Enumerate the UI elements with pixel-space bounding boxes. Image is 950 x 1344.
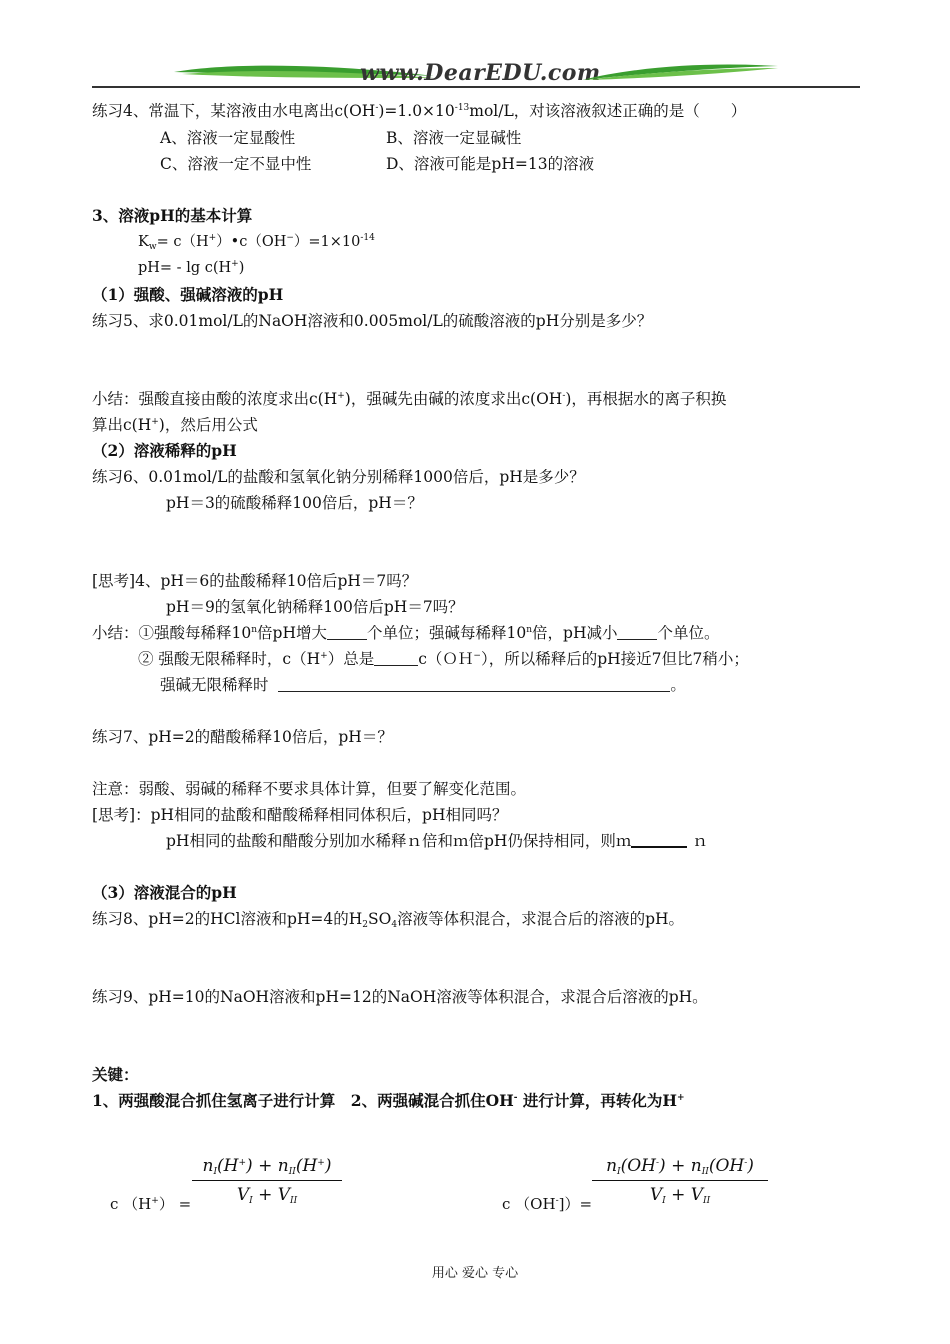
note: 注意：弱酸、弱碱的稀释不要求具体计算，但要了解变化范围。 — [92, 780, 527, 798]
think-same-ph-b: pH相同的盐酸和醋酸分别加水稀释ｎ倍和ｍ倍pH仍保持相同，则ｍ ｎ — [166, 832, 708, 850]
section-3-title: 3、溶液pH的基本计算 — [92, 206, 253, 225]
ex8: 练习8、pH=2的HCl溶液和pH=4的$H_2SO_4$溶液等体积混合，求混合后的溶液的pH。 — [92, 910, 685, 930]
formula-2-denominator: $V_I + V_{II}$ — [649, 1185, 711, 1206]
ex7: 练习7、pH=2的醋酸稀释10倍后，pH＝？ — [92, 728, 393, 746]
formula-2-label: c （OH-]）= — [502, 1195, 593, 1213]
ex5: 练习5、求0.01mol/L的NaOH溶液和0.005mol/L的硫酸溶液的pH分别是多少？ — [92, 312, 653, 330]
sub3-title: （3）溶液混合的pH — [92, 883, 237, 902]
sub2-summary-1: 小结：①强酸每稀释10$^n$倍pH增大 个单位；强碱每稀释10$^n$倍，pH减小 个单位。 — [92, 624, 720, 642]
key-line: 1、两强酸混合抓住氢离子进行计算 2、两强碱混合抓住OH- 进行计算，再转化为H+ — [92, 1091, 685, 1110]
sub1-summary-line2: 算出c(H+)，然后用公式 — [92, 416, 258, 434]
kw-formula: $K_w=$ $c(H^+)•c(OH^-)=1\times 10^{-14}$ — [138, 233, 375, 252]
header-rule — [92, 86, 860, 88]
formula-1-label: c （H+） = — [110, 1195, 192, 1213]
formula-1-numerator: $n_I(H^+) + n_{II}(H^+)$ — [192, 1156, 342, 1181]
ex6b: pH＝3的硫酸稀释100倍后，pH＝？ — [166, 494, 423, 512]
ex6: 练习6、0.01mol/L的盐酸和氢氧化钠分别稀释1000倍后，pH是多少？ — [92, 468, 585, 486]
right-swoosh-icon — [580, 60, 780, 88]
site-url[interactable]: www.DearEDU.com — [360, 60, 601, 86]
think-same-ph: [思考]：pH相同的盐酸和醋酸稀释相同体积后，pH相同吗？ — [92, 806, 508, 824]
page-footer: 用心 爱心 专心 — [431, 1266, 519, 1281]
think4b: pH＝9的氢氧化钠稀释100倍后pH＝7吗？ — [166, 598, 464, 616]
formula-1-fraction — [192, 1156, 342, 1205]
ex4-option-d: D、溶液可能是pH=13的溶液 — [386, 155, 595, 173]
ex4-option-c: C、溶液一定不显中性 — [160, 155, 312, 173]
think4: [思考]4、pH＝6的盐酸稀释10倍后pH＝7吗？ — [92, 572, 418, 590]
formula-2-numerator: $n_I(OH^-) + n_{II}(OH^-)$ — [592, 1156, 768, 1181]
key-title: 关键： — [92, 1065, 139, 1084]
sub1-title: （1）强酸、强碱溶液的pH — [92, 285, 284, 304]
ex9: 练习9、pH=10的NaOH溶液和pH=12的NaOH溶液等体积混合，求混合后溶液的pH。 — [92, 988, 708, 1006]
sub2-title: （2）溶液稀释的pH — [92, 441, 237, 460]
formula-2-fraction — [592, 1156, 768, 1205]
ex4-option-b: B、溶液一定显碱性 — [386, 129, 522, 147]
ex4-stem: 练习4、常温下，某溶液由水电离出$c(OH^-)=1.0\times 10^{-13}mol/L$，对该溶液叙述正确的是（ ） — [92, 102, 747, 120]
ex4-option-a: A、溶液一定显酸性 — [160, 129, 296, 147]
sub1-summary-line1: 小结：强酸直接由酸的浓度求出c(H+)，强碱先由碱的浓度求出c(OH-)，再根据水的离子积换 — [92, 390, 727, 408]
ph-formula: pH= - lg c(H+) — [138, 259, 245, 276]
sub2-summary-3: 强碱无限稀释时 。 — [160, 676, 686, 694]
formula-1-denominator: $V_I + V_{II}$ — [236, 1185, 298, 1206]
sub2-summary-2: ② 强酸无限稀释时，c（H+）总是 c（ＯＨ−），所以稀释后的pH接近7但比7稍小； — [138, 650, 749, 668]
site-header — [92, 58, 860, 92]
